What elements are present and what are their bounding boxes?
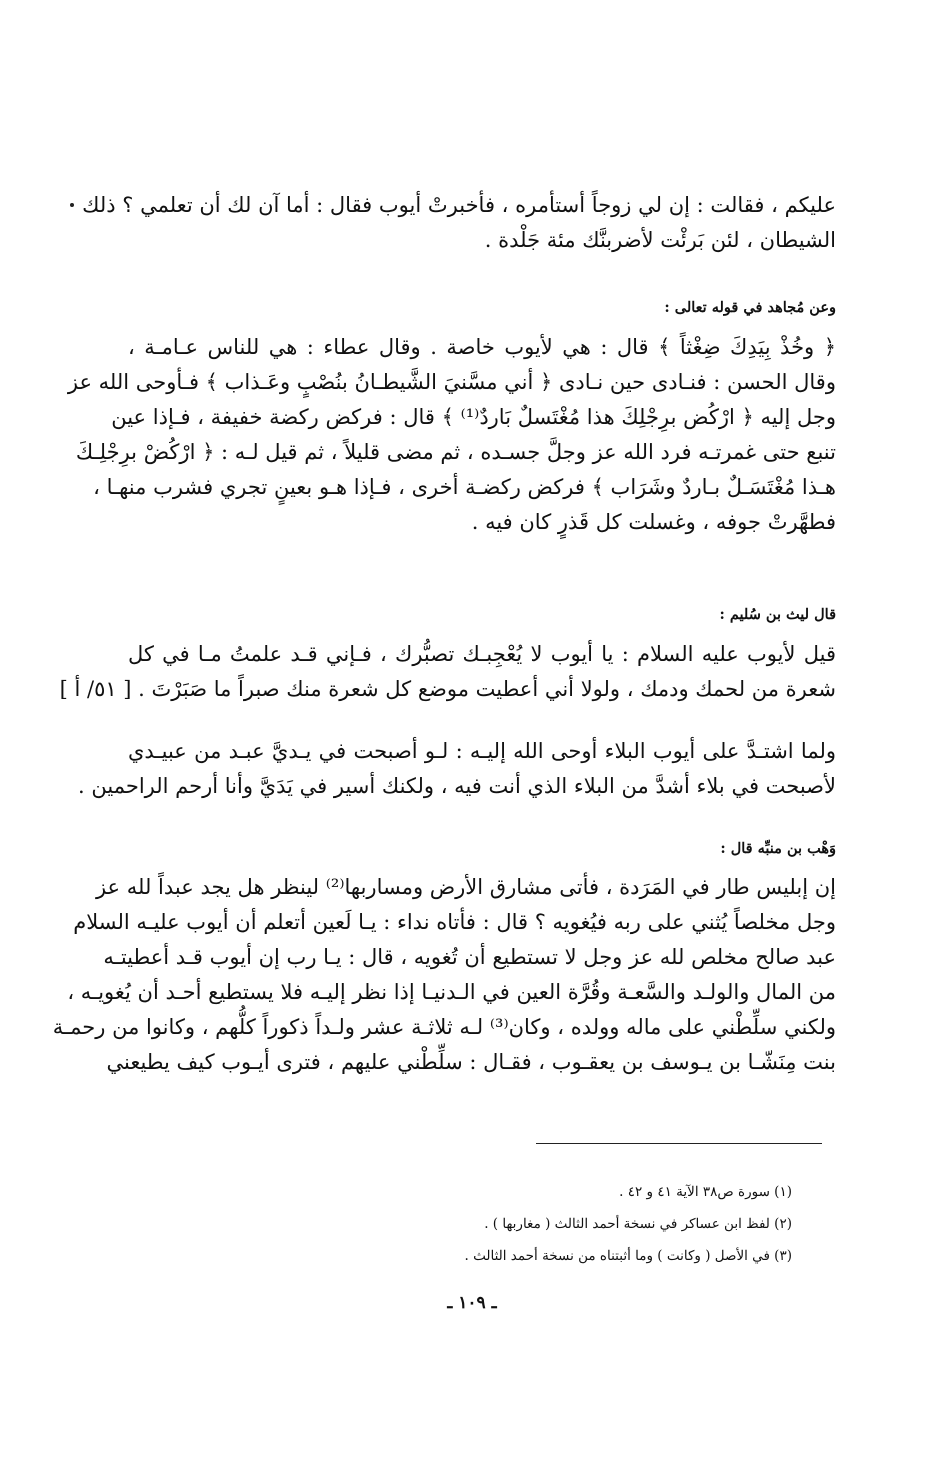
section-heading-mujahid: وعن مُجاهد في قوله تعالى : <box>664 299 836 316</box>
text-line: عبد صالح مخلص لله عز وجل لا تستطيع أن تُغويه ، قال : يـا رب إن أيوب قـد أعطيتـه <box>103 945 836 969</box>
footnote-separator <box>536 1143 822 1144</box>
text-line: هـذا مُغْتَسَـلٌ بـاردٌ وشَرَاب ﴾ فركض ركضـة أخرى ، فـإذا هـو بعينٍ تجري فشرب منهـا ، <box>93 475 836 499</box>
text-line: تنبع حتى غمرتـه فرد الله عز وجلَّ جسـده ، ثم مضى قليلاً ، ثم قيل لـه : ﴿ ارْكُضْ برِجْلِـكَ <box>75 440 836 464</box>
text-line: فطهَّرتْ جوفه ، وغسلت كل قَذرٍ كان فيه . <box>471 510 836 534</box>
paragraph-4 <box>78 734 836 804</box>
paragraph-2 <box>67 330 836 540</box>
margin-dot <box>70 203 74 207</box>
text-line: وجل إليه ﴿ ارْكُض برِجْلِكَ هذا مُغْتَسلٌ بَاردٌ⁽¹⁾ ﴾ قال : فركض ركضة خفيفة ، فـإذا عين <box>111 405 836 429</box>
text-line: ولما اشتـدَّ على أيوب البلاء أوحى الله إليـه : لـو أصبحت في يـديَّ عبـد من عبيـدي <box>128 739 836 763</box>
text-line: شعرة من لحمك ودمك ، ولولا أني أعطيت موضع كل شعرة منك صبراً ما صَبَرْتَ . [ ٥١/ أ ] <box>59 677 836 701</box>
text-line: الشيطان ، لئن بَرئْت لأضربنَّك مئة جَلْدة . <box>484 228 836 252</box>
text-line: عليكم ، فقالت : إن لي زوجاً أستأمره ، فأخبرتْ أيوب فقال : أما آن لك أن تعلمي ؟ ذلك <box>82 193 836 217</box>
text-line: إن إبليس طار في المَرَدة ، فأتى مشارق الأرض ومساربها⁽²⁾ لينظر هل يجد عبداً لله عز <box>95 875 836 899</box>
text-line: لأصبحت في بلاء أشدَّ من البلاء الذي أنت فيه ، ولكنك أسير في يَدَيَّ وأنا أرحم الراحمين . <box>78 774 836 798</box>
text-line: وقال الحسن : فنـادى حين نـادى ﴿ أني مسَّنيَ الشَّيطـانُ بنُصْبٍ وعَـذاب ﴾ فـأوحى الله عز <box>67 370 836 394</box>
section-heading-wahb: وَهْب بن منبِّه قال : <box>720 840 836 857</box>
text-line: بنت مِنَشّـا بن يـوسف بن يعقـوب ، فقـال : سلِّطْني عليهم ، فترى أيـوب كيف يطيعني <box>106 1050 836 1074</box>
paragraph-5 <box>52 870 836 1080</box>
text-line: ولكني سلِّطْني على ماله وولده ، وكان⁽³⁾ لـه ثلاثـة عشر ولـداً ذكوراً كلُّهم ، وكانوا من رحمـة <box>52 1015 836 1039</box>
footnote-3: (٣) في الأصل ( وكانت ) وما أثبتناه من نسخة أحمد الثالث . <box>464 1248 792 1264</box>
page-number: ـ ١٠٩ ـ <box>447 1293 497 1313</box>
footnote-2: (٢) لفظ ابن عساكر في نسخة أحمد الثالث ( مغاربها ) . <box>484 1216 792 1232</box>
paragraph-3 <box>59 637 836 707</box>
text-line: وجل مخلصاً يُثني على ربه فيُغويه ؟ قال : فأتاه نداء : يـا لَعين أتعلم أن أيوب عليـه السلام <box>73 910 836 934</box>
paragraph-1 <box>82 188 836 258</box>
text-line: ﴿ وخُذْ بِيَدِكَ ضِغْثاً ﴾ قال : هي لأيوب خاصة . وقال عطاء : هي للناس عـامـة ، <box>128 335 836 359</box>
footnotes <box>128 1176 792 1272</box>
text-line: من المال والولـد والسَّعـة وقُرَّة العين في الـدنيـا إذا نظر إليـه فلا يستطيع أحـد أن يُغويـه ، <box>67 980 836 1004</box>
footnote-1: (١) سورة ص٣٨ الآية ٤١ و ٤٢ . <box>619 1184 792 1200</box>
section-heading-layth: قال ليث بن سُليم : <box>719 606 836 623</box>
text-line: قيل لأيوب عليه السلام : يا أيوب لا يُعْجِبـك تصبُّرك ، فـإني قـد علمتُ مـا في كل <box>128 642 836 666</box>
